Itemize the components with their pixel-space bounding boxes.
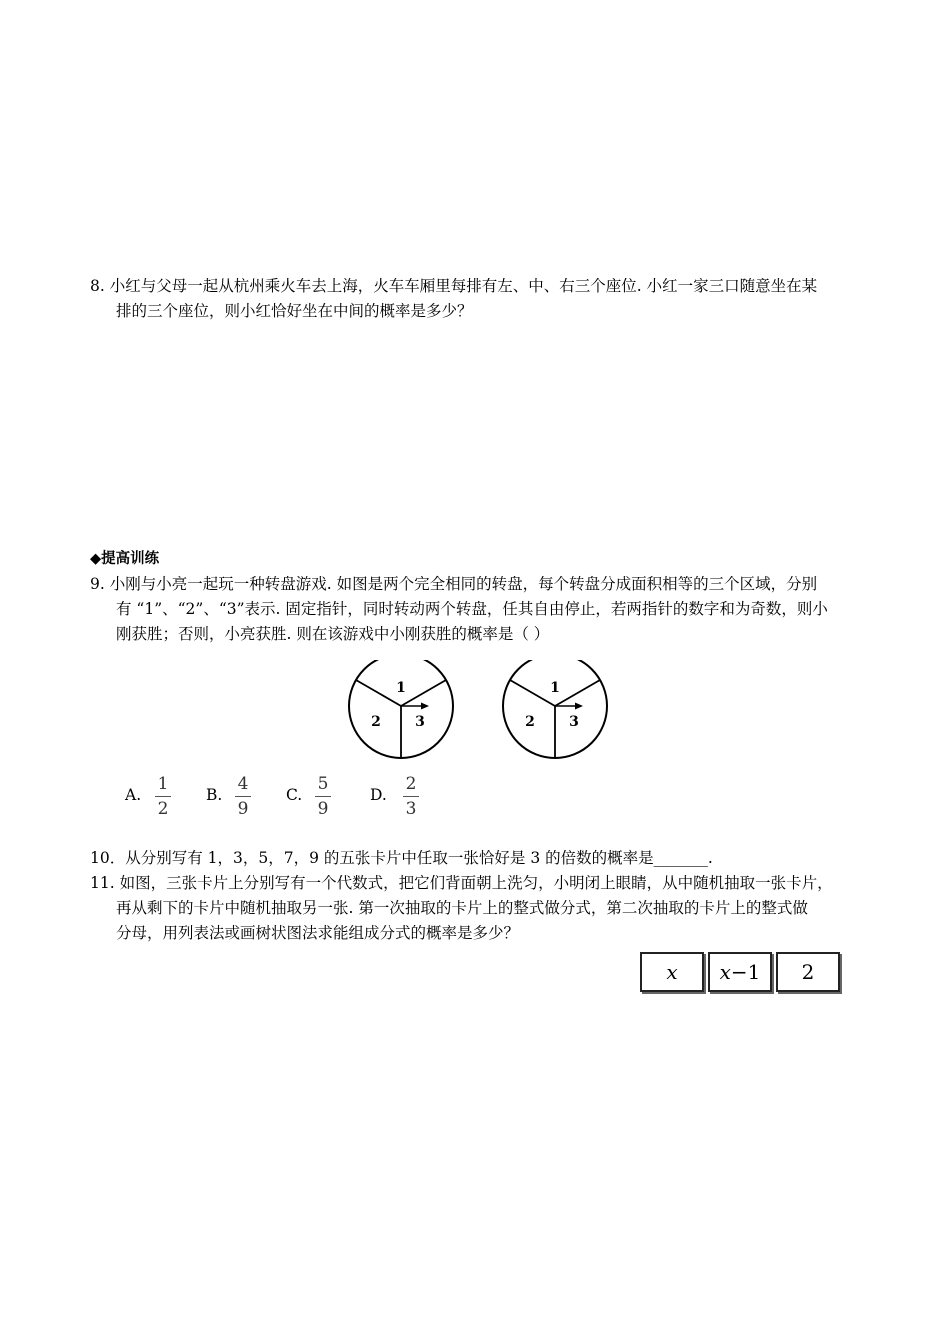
spinner-left-label-2: 2 [371, 714, 381, 730]
option-d-numerator: 2 [405, 774, 417, 794]
option-d-label: D. [370, 786, 387, 804]
spinner-left-label-3: 3 [415, 714, 425, 730]
card-x [640, 952, 704, 992]
option-b-denominator: 9 [237, 799, 249, 819]
option-b-fraction-bar [235, 796, 251, 797]
option-a-numerator: 1 [157, 774, 169, 794]
spinner-right-divider-1 [510, 680, 555, 706]
spinner-right-label-2: 2 [525, 714, 535, 730]
q11-line-3: 分母，用列表法或画树状图法求能组成分式的概率是多少？ [116, 924, 520, 942]
option-c-fraction-bar [315, 796, 331, 797]
option-d-fraction [403, 774, 419, 819]
option-d-fraction-bar [403, 796, 419, 797]
spinner-right [503, 660, 607, 758]
spinner-right-label-1: 1 [550, 680, 560, 696]
option-b-label: B. [206, 786, 223, 804]
spinner-left [349, 660, 453, 758]
q10-text: 10．从分别写有 1，3，5，7，9 的五张卡片中任取一张恰好是 3 的倍数的概率是_______. [90, 849, 713, 867]
card-x-minus-1 [708, 952, 772, 992]
option-a-label: A. [125, 786, 142, 804]
spinner-right-label-3: 3 [569, 714, 579, 730]
card-x-text: x [666, 960, 678, 984]
option-a-fraction [155, 774, 171, 819]
card-2 [776, 952, 840, 992]
q11-line-2: 再从剩下的卡片中随机抽取另一张. 第一次抽取的卡片上的整式做分式，第二次抽取的卡片上的整式做 [116, 899, 808, 917]
option-b-numerator: 4 [237, 774, 249, 794]
spinner-right-divider-2 [555, 680, 600, 706]
spinner-right-pointer-head [575, 703, 583, 710]
option-c-denominator: 9 [317, 799, 329, 819]
section-title: ◆提高训练 [90, 551, 160, 567]
q11-line-1: 11. 如图，三张卡片上分别写有一个代数式，把它们背面朝上洗匀，小明闭上眼睛，从中随机抽取一张卡片， [90, 874, 833, 892]
card-x-minus-1-var: x [719, 960, 731, 984]
q9-line-1: 9. 小刚与小亮一起玩一种转盘游戏. 如图是两个完全相同的转盘，每个转盘分成面积相等的三个区域，分别 [90, 575, 818, 593]
option-c-numerator: 5 [317, 774, 329, 794]
q8-line-2: 排的三个座位，则小红恰好坐在中间的概率是多少？ [116, 302, 473, 320]
card-2-text: 2 [801, 960, 815, 984]
option-a-denominator: 2 [157, 799, 169, 819]
option-a-fraction-bar [155, 796, 171, 797]
option-d-denominator: 3 [405, 799, 417, 819]
option-c-fraction [315, 774, 331, 819]
option-b-fraction [235, 774, 251, 819]
spinner-left-divider-1 [356, 680, 401, 706]
card-x-minus-1-rest: −1 [730, 960, 761, 984]
q9-line-2: 有 “1”、“2”、“3”表示. 固定指针，同时转动两个转盘，任其自由停止，若两指针的数字和为奇数，则小 [116, 600, 828, 618]
option-c-label: C. [286, 786, 303, 804]
spinner-figure [330, 660, 630, 770]
spinner-left-label-1: 1 [396, 680, 406, 696]
q9-line-3: 刚获胜；否则，小亮获胜. 则在该游戏中小刚获胜的概率是（ ） [116, 625, 550, 643]
q8-line-1: 8. 小红与父母一起从杭州乘火车去上海，火车车厢里每排有左、中、右三个座位. 小红一家三口随意坐在某 [90, 277, 818, 295]
spinner-left-pointer-head [421, 703, 429, 710]
spinner-left-divider-2 [401, 680, 446, 706]
